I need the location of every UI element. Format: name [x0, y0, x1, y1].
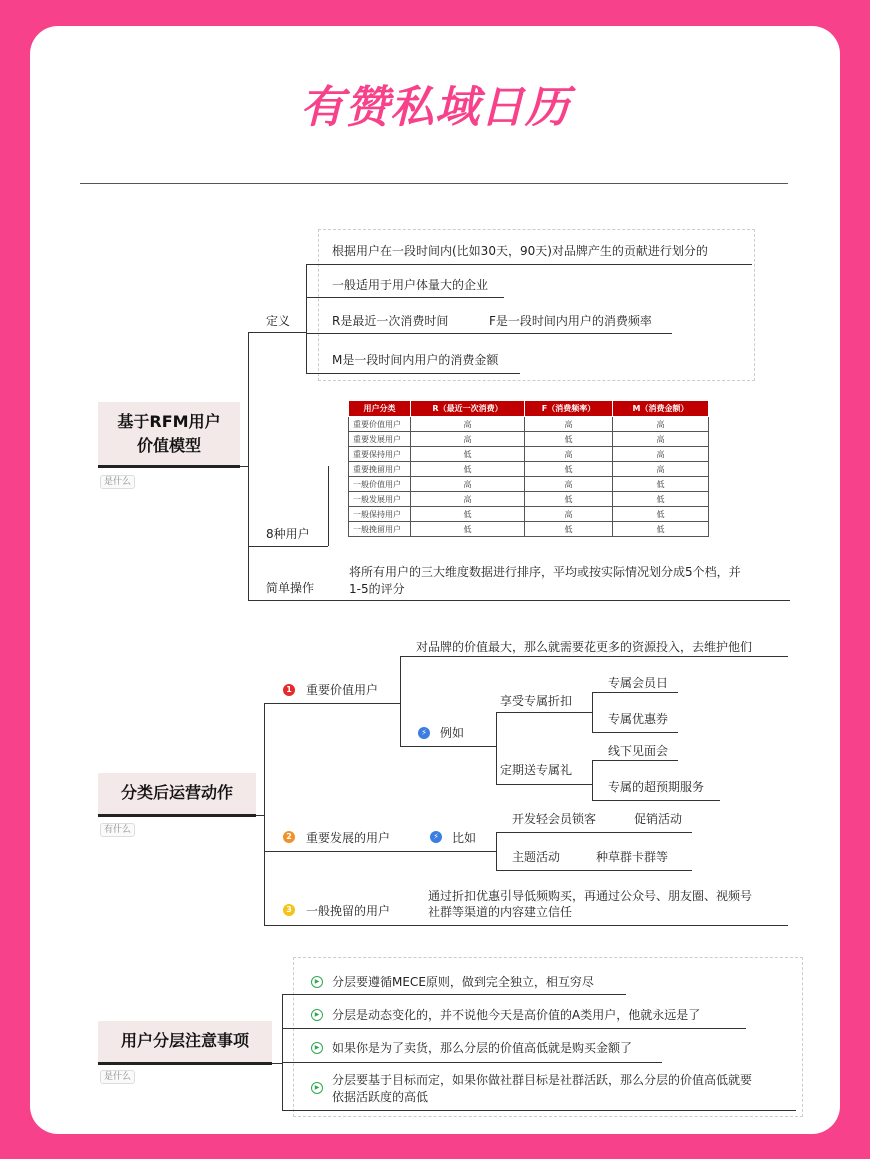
item-exclusive-coupon: 专属优惠券: [608, 712, 669, 726]
connector: [592, 692, 678, 693]
table-cell: 一般价值用户: [349, 477, 411, 492]
item-seeding-groups: 种草群卡群等: [596, 850, 669, 864]
table-cell: 低: [411, 507, 525, 522]
table-cell: 重要价值用户: [349, 417, 411, 432]
connector: [282, 994, 626, 995]
definition-item-2: 一般适用于用户体量大的企业: [332, 278, 489, 292]
connector: [400, 656, 401, 746]
branch-general-retain-users[interactable]: 一般挽留的用户: [306, 904, 391, 918]
item-light-member: 开发轻会员锁客: [512, 812, 597, 826]
table-cell: 低: [411, 522, 525, 537]
lightning-icon: ⚡: [418, 727, 430, 739]
connector: [264, 703, 400, 704]
table-cell: 高: [411, 417, 525, 432]
connector: [248, 332, 249, 600]
ops-what-tag[interactable]: 有什么: [100, 823, 135, 837]
connector: [592, 760, 678, 761]
connector: [282, 1110, 796, 1111]
item-offline-meetup: 线下见面会: [608, 744, 669, 758]
play-icon: ▶: [311, 976, 323, 988]
table-cell: 一般发展用户: [349, 492, 411, 507]
table-cell: 重要保持用户: [349, 447, 411, 462]
operation-text-line1: 将所有用户的三大维度数据进行排序，平均或按实际情况划分成5个档，并: [349, 565, 741, 579]
table-cell: 低: [613, 522, 709, 537]
connector: [264, 703, 265, 925]
table-cell: 低: [613, 477, 709, 492]
table-row: [349, 462, 709, 477]
table-cell: 高: [613, 462, 709, 477]
table-row: [349, 417, 709, 432]
number-2-icon: 2: [283, 831, 295, 843]
content-card: [30, 26, 840, 1134]
note-item-4-line1: 分层要基于目标而定，如果你做社群目标是社群活跃，那么分层的价值高低就要: [332, 1073, 753, 1087]
connector: [306, 297, 504, 298]
connector: [306, 264, 752, 265]
table-cell: 高: [613, 417, 709, 432]
retain-desc-line1: 通过折扣优惠引导低频购买，再通过公众号、朋友圈、视频号: [428, 889, 753, 903]
connector: [248, 546, 328, 547]
item-promotion: 促销活动: [634, 812, 683, 826]
operation-label: 简单操作: [266, 581, 315, 595]
table-cell: 高: [411, 492, 525, 507]
table-header-row: [349, 401, 709, 417]
connector: [496, 784, 592, 785]
table-cell: 高: [411, 432, 525, 447]
note-item-3: 如果你是为了卖货，那么分层的价值高低就是购买金额了: [332, 1041, 633, 1055]
definition-label: 定义: [266, 314, 291, 328]
connector: [496, 870, 692, 871]
connector: [592, 800, 720, 801]
table-cell: 低: [411, 447, 525, 462]
item-member-day: 专属会员日: [608, 676, 669, 690]
title-divider: [80, 183, 788, 184]
connector: [272, 1063, 282, 1064]
definition-item-1: 根据用户在一段时间内(比如30天，90天)对品牌产生的贡献进行划分的: [332, 244, 708, 258]
group-regular-gifts[interactable]: 定期送专属礼: [500, 763, 573, 777]
table-row: [349, 447, 709, 462]
table-row: [349, 477, 709, 492]
table-cell: 一般挽留用户: [349, 522, 411, 537]
rfm-what-tag[interactable]: 是什么: [100, 475, 135, 489]
page-title: 有赞私域日历: [300, 82, 570, 133]
play-icon: ▶: [311, 1009, 323, 1021]
table-cell: 高: [525, 477, 613, 492]
table-cell: 高: [613, 432, 709, 447]
definition-item-m: M是一段时间内用户的消费金额: [332, 353, 499, 367]
connector: [496, 832, 692, 833]
table-cell: 低: [613, 492, 709, 507]
table-cell: 低: [525, 492, 613, 507]
table-cell: 高: [411, 477, 525, 492]
rfm-model-title-line2: 价值模型: [136, 436, 201, 455]
example-label-1[interactable]: 例如: [440, 726, 465, 740]
table-cell: 高: [525, 417, 613, 432]
definition-item-r: R是最近一次消费时间: [332, 314, 449, 328]
connector: [306, 373, 520, 374]
table-cell: 低: [613, 507, 709, 522]
table-cell: 一般保持用户: [349, 507, 411, 522]
connector: [264, 925, 788, 926]
connector: [400, 746, 496, 747]
note-item-4-line2: 依据活跃度的高低: [332, 1090, 429, 1104]
note-item-1: 分层要遵循MECE原则，做到完全独立，相互穷尽: [332, 975, 594, 989]
connector: [306, 333, 672, 334]
connector: [592, 760, 593, 800]
table-header: R（最近一次消费）: [411, 401, 525, 417]
connector: [282, 1028, 746, 1029]
connector: [328, 466, 329, 546]
segmentation-notes-node[interactable]: 用户分层注意事项: [98, 1021, 272, 1065]
definition-item-f: F是一段时间内用户的消费频率: [489, 314, 652, 328]
table-cell: 低: [525, 522, 613, 537]
connector: [282, 1062, 662, 1063]
branch-important-develop-users[interactable]: 重要发展的用户: [306, 831, 391, 845]
table-cell: 低: [525, 432, 613, 447]
connector: [496, 712, 497, 784]
number-1-icon: 1: [283, 684, 295, 696]
connector: [592, 732, 678, 733]
table-cell: 低: [411, 462, 525, 477]
table-cell: 高: [525, 447, 613, 462]
lightning-icon: ⚡: [430, 831, 442, 843]
important-value-desc: 对品牌的价值最大，那么就需要花更多的资源投入，去维护他们: [416, 640, 753, 654]
connector: [248, 600, 790, 601]
item-beyond-expectation-service: 专属的超预期服务: [608, 780, 705, 794]
table-header: M（消费金额）: [613, 401, 709, 417]
table-row: [349, 492, 709, 507]
connector: [496, 712, 592, 713]
eight-users-label: 8种用户: [266, 527, 310, 541]
connector: [240, 466, 248, 467]
connector: [248, 332, 306, 333]
table-header: 用户分类: [349, 401, 411, 417]
ops-actions-node[interactable]: 分类后运营动作: [98, 773, 256, 817]
table-cell: 低: [525, 462, 613, 477]
rfm-table: [348, 400, 709, 537]
connector: [496, 832, 497, 870]
connector: [400, 656, 788, 657]
connector: [282, 994, 283, 1110]
table-cell: 重要发展用户: [349, 432, 411, 447]
table-row: [349, 507, 709, 522]
notes-what-tag[interactable]: 是什么: [100, 1070, 135, 1084]
number-3-icon: 3: [283, 904, 295, 916]
group-exclusive-discount[interactable]: 享受专属折扣: [500, 694, 573, 708]
branch-important-value-users[interactable]: 重要价值用户: [306, 683, 379, 697]
connector: [256, 815, 264, 816]
example-label-2[interactable]: 比如: [452, 831, 477, 845]
rfm-model-node[interactable]: [98, 402, 240, 468]
table-cell: 高: [613, 447, 709, 462]
play-icon: ▶: [311, 1082, 323, 1094]
operation-text-line2: 1-5的评分: [349, 582, 405, 596]
connector: [264, 851, 496, 852]
item-theme-event: 主题活动: [512, 850, 561, 864]
note-item-2: 分层是动态变化的，并不说他今天是高价值的A类用户，他就永远是了: [332, 1008, 701, 1022]
table-row: [349, 522, 709, 537]
table-cell: 高: [525, 507, 613, 522]
play-icon: ▶: [311, 1042, 323, 1054]
table-header: F（消费频率）: [525, 401, 613, 417]
retain-desc-line2: 社群等渠道的内容建立信任: [428, 905, 573, 919]
table-row: [349, 432, 709, 447]
connector: [592, 692, 593, 732]
table-cell: 重要挽留用户: [349, 462, 411, 477]
rfm-model-title-line1: 基于RFM用户: [117, 412, 221, 431]
connector: [306, 264, 307, 373]
